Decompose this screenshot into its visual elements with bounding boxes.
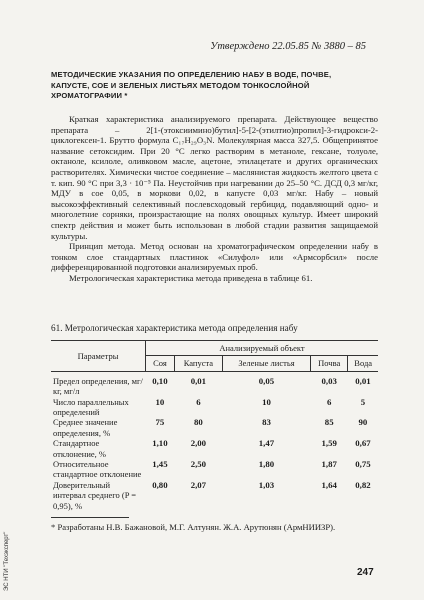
table-caption: 61. Метрологическая характеристика метода определения набу — [51, 323, 298, 333]
table-cell: 1,80 — [258, 459, 275, 470]
table-cell: 1,10 — [152, 438, 168, 449]
table-cell: 1,59 — [321, 438, 337, 449]
table-row — [51, 438, 378, 459]
table-cell: 1,45 — [152, 459, 168, 470]
table-cell: 1,87 — [321, 459, 337, 470]
table-cell: 0,10 — [152, 375, 168, 386]
column-header-soil: Почва — [311, 356, 348, 371]
metrology-table — [51, 340, 378, 511]
table-cell: 0,82 — [355, 479, 371, 490]
column-header-soy: Соя — [146, 356, 175, 371]
side-stamp-text: ЭС НТИ "Техэксперт" — [4, 531, 10, 591]
approval-line: Утверждено 22.05.85 № 3880 – 85 — [210, 41, 366, 52]
table-cell: 2,50 — [190, 459, 207, 470]
footnote: * Разработаны Н.В. Бажановой, М.Г. Алтунян. Ж.А. Арутюнян (АрмНИИЗР). — [51, 522, 336, 532]
column-header-green-leaves: Зеленые листья — [222, 356, 310, 371]
table-cell: 80 — [193, 417, 203, 428]
table-cell: 0,75 — [355, 459, 371, 470]
paragraph-table-reference: Метрологическая характеристика метода приведена в таблице 61. — [69, 272, 313, 283]
table-cell: 10 — [262, 396, 271, 407]
table-cell: 0,80 — [152, 479, 168, 490]
table-cell: 2,07 — [190, 479, 207, 490]
table-row — [51, 459, 378, 480]
document-heading: МЕТОДИЧЕСКИЕ УКАЗАНИЯ ПО ОПРЕДЕЛЕНИЮ НАБУ В ВОДЕ, ПОЧВЕ, КАПУСТЕ, СОЕ И ЗЕЛЕНЫХ ЛИСТЬЯХ МЕТОДОМ ТОНКОСЛОЙНОЙ ХРОМАТОГРАФИИ * — [51, 70, 332, 100]
column-header-cabbage: Капуста — [174, 356, 222, 371]
row-label: Число параллельных определений — [53, 396, 129, 418]
table-cell: 6 — [326, 396, 332, 407]
table-cell: 0,01 — [355, 375, 371, 386]
row-label: Относительное стандартное отклонение — [53, 459, 142, 480]
table-row — [51, 417, 378, 438]
row-label: Доверительный интервал среднего (P = 0,95), % — [53, 479, 137, 511]
table-cell: 5 — [360, 396, 366, 407]
side-stamp — [4, 511, 14, 591]
row-label: Стандартное отклонение, % — [53, 438, 106, 459]
table-cell: 6 — [196, 396, 201, 407]
row-label: Предел определения, мг/кг, мг/л — [53, 375, 143, 397]
table-cell: 0,67 — [355, 438, 371, 449]
table-cell: 75 — [155, 417, 165, 428]
row-label: Среднее значение определения, % — [53, 417, 118, 438]
footnote-divider — [51, 517, 129, 518]
body-text — [51, 114, 378, 284]
table-row — [51, 480, 378, 511]
table-cell: 85 — [324, 417, 334, 428]
page-number: 247 — [357, 567, 374, 578]
table-cell: 0,01 — [190, 375, 207, 386]
paragraph-method-principle: Принцип метода. Метод основан на хроматографическом определении набу в тонком слое стандартных пластинок «Силуфол» или «Армсорбсил» после дифференцированной подготовки анализируемых проб. — [51, 241, 378, 273]
table-cell: 10 — [155, 396, 165, 407]
column-header-parameters: Параметры — [51, 341, 146, 372]
table-cell: 0,05 — [258, 375, 275, 386]
table-cell: 1,64 — [321, 479, 337, 490]
table-cell: 83 — [262, 417, 271, 428]
table-row — [51, 397, 378, 418]
table-row — [51, 371, 378, 396]
paragraph-characteristics: Краткая характеристика анализируемого препарата. Действующее вещество препарата – 2[1-(этоксиимино)бутил]-5-[2-(этилтио)пропил]-3-гидрокси-2-циклогексен-1. Брутто формула C₁₇H₂₉O₃N. Молекулярная масса 327,5. Общепринятое название сетоксидим. При 20 °C легко растворим в метаноле, гексане, толуоле, октаноле, ксилоле, оливковом масле, ацетоне, этилацетате и других органических растворителях. Химически чистое соединение – маслянистая жидкость желтого цвета с т. кип. 90 °C при 3,3 · 10⁻⁵ Па. Неустойчив при нагревании до 25–50 °C. ДСД 0,3 мг/кг, МДУ в сое 0,05, в моркови 0,02, в капусте 0,03 мг/кг. Набу – новый высокоэффективный селективный послевсходовый гербицид, подавляющий одно- и многолетние сорняки, произрастающие на полях овощных культур. Имеет широкий спектр действия и может быть использован в любой стадии развития защищаемой культуры. — [51, 114, 378, 241]
table-cell: 2,00 — [190, 438, 207, 449]
column-header-water: Вода — [348, 356, 378, 371]
column-group-header-analyzed-object: Анализируемый объект — [146, 341, 379, 356]
table-cell: 1,03 — [258, 479, 275, 490]
table-cell: 1,47 — [258, 438, 275, 449]
table-cell: 90 — [358, 417, 368, 428]
table-cell: 0,03 — [321, 375, 337, 386]
